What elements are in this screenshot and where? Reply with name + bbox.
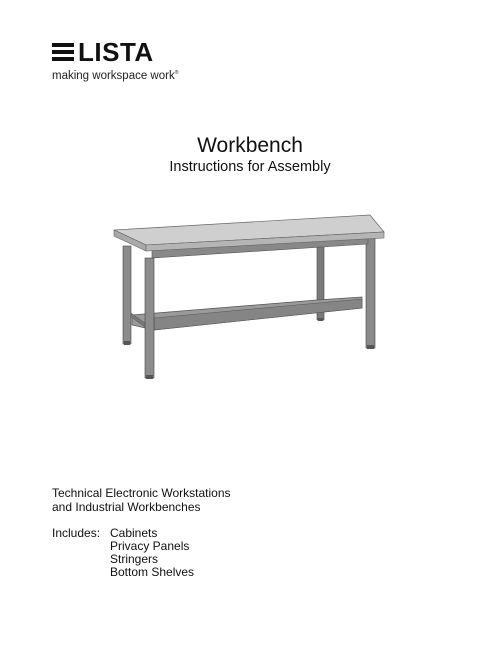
includes-label: Includes: [52,526,101,540]
list-item: Privacy Panels [110,539,190,553]
page-subtitle: Instructions for Assembly [169,159,331,175]
list-item: Stringers [110,552,159,566]
description-line-1: Technical Electronic Workstations [52,486,231,500]
list-item: Bottom Shelves [110,565,195,579]
logo-tagline: making workspace work® [52,69,179,82]
logo-wordmark: LISTA [78,37,154,67]
includes-list [110,527,270,579]
logo-bars-icon [52,43,74,62]
lista-logo [52,37,182,82]
list-item: Cabinets [110,526,158,540]
workbench-illustration [112,212,388,384]
product-description [52,486,231,514]
page-title: Workbench [197,134,303,157]
description-line-2: and Industrial Workbenches [52,500,201,514]
